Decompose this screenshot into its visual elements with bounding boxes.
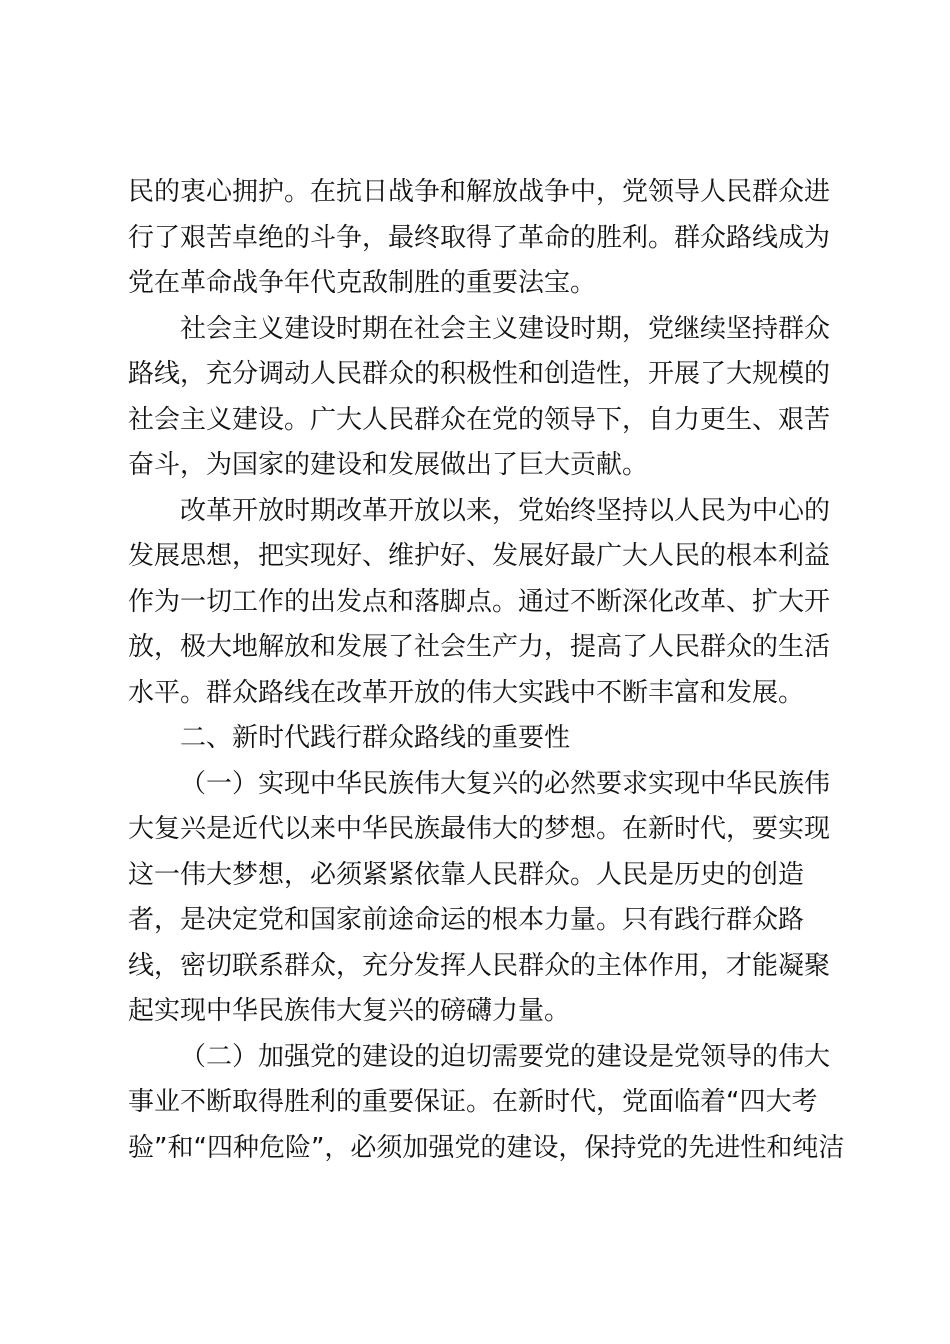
text-line: 者，是决定党和国家前途命运的根本力量。只有践行群众路: [128, 905, 805, 935]
text-line: 事业不断取得胜利的重要保证。在新时代，党面临着“四大考: [128, 1087, 818, 1117]
text-line: 社会主义建设时期在社会主义建设时期，党继续坚持群众: [180, 313, 831, 344]
text-line: 民的衷心拥护。在抗日战争和解放战争中，党领导人民群众进: [128, 177, 831, 207]
text-line: 作为一切工作的出发点和落脚点。通过不断深化改革、扩大开: [128, 586, 831, 617]
text-line: 水平。群众路线在改革开放的伟大实践中不断丰富和发展。: [128, 677, 805, 708]
text-line: 奋斗，为国家的建设和发展做出了巨大贡献。: [128, 450, 649, 480]
text-line: 社会主义建设。广大人民群众在党的领导下，自力更生、艰苦: [128, 404, 831, 435]
text-line: 党在革命战争年代克敌制胜的重要法宝。: [128, 268, 597, 298]
text-line: 放，极大地解放和发展了社会生产力，提高了人民群众的生活: [128, 632, 831, 662]
text-line: 二、新时代践行群众路线的重要性: [180, 723, 571, 753]
document-body: [128, 170, 845, 1171]
text-line: （二）加强党的建设的迫切需要党的建设是党领导的伟大: [180, 1041, 831, 1072]
text-line: 大复兴是近代以来中华民族最伟大的梦想。在新时代，要实现: [128, 814, 831, 844]
text-line: 验”和“四种危险”，必须加强党的建设，保持党的先进性和纯洁: [128, 1132, 845, 1163]
text-line: 发展思想，把实现好、维护好、发展好最广大人民的根本利益: [128, 541, 831, 571]
text-line: （一）实现中华民族伟大复兴的必然要求实现中华民族伟: [180, 768, 831, 799]
text-line: 行了艰苦卓绝的斗争，最终取得了革命的胜利。群众路线成为: [128, 222, 831, 253]
text-line: 路线，充分调动人民群众的积极性和创造性，开展了大规模的: [128, 359, 831, 389]
text-line: 这一伟大梦想，必须紧紧依靠人民群众。人民是历史的创造: [128, 859, 805, 890]
text-line: 起实现中华民族伟大复兴的磅礴力量。: [128, 996, 571, 1026]
text-line: 线，密切联系群众，充分发挥人民群众的主体作用，才能凝聚: [128, 950, 831, 981]
text-line: 改革开放时期改革开放以来，党始终坚持以人民为中心的: [180, 495, 831, 526]
